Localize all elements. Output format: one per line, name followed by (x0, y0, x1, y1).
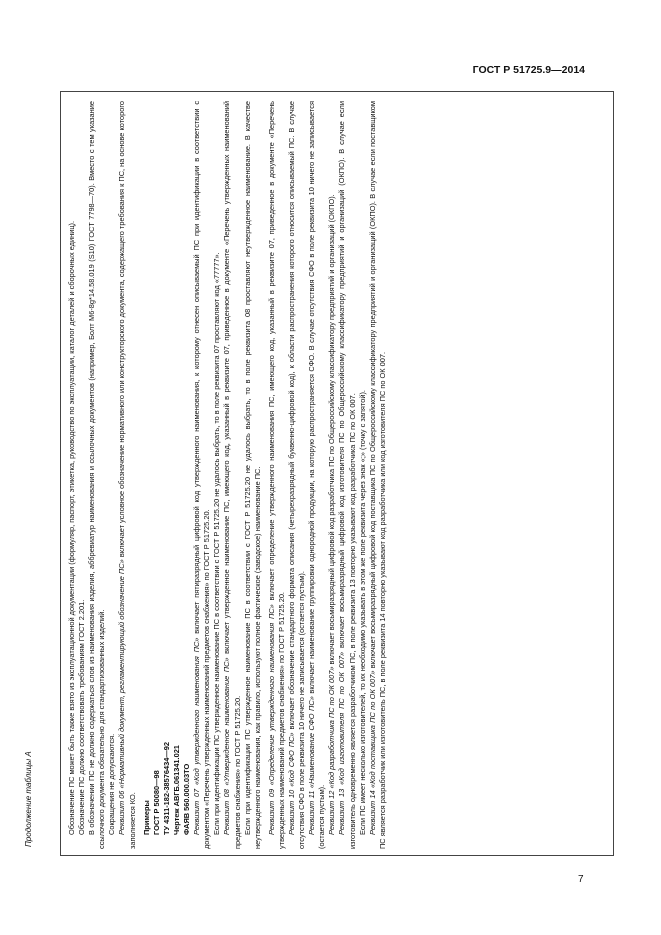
requisite-label: Реквизит 09 (266, 788, 276, 835)
requisite-name: «Код СФО ПС» (286, 732, 296, 787)
requisite-description: включает утвержденное наименование ПС, имеющего код, указанный в реквизите 07, приведенное в документе «Перечень утвержденных наименований предметов снабжения» по ГОСТ Р 51725.20. (222, 100, 242, 849)
example-item: ФАЯВ 560.000.03ТО (182, 763, 192, 835)
requisite-label: Реквизит 10 (286, 789, 296, 835)
continuation-caption: Продолжение таблицы А (24, 751, 33, 847)
paragraph: Обозначение ПС должно соответствовать требованиям ГОСТ 2.201. (77, 599, 87, 835)
requisite-name: «Код изготовителя ПС по ОК 007» (337, 651, 347, 785)
requisite-description: включает обозначение стандартного формата описания (четырехразрядный буквенно-цифровой код), к области распространения которого относится описываемый ПС. В случае отсутствия СФО в поле реквизита 10 ничего не записывается (остается пустым). (286, 101, 307, 849)
paragraph (368, 101, 388, 849)
requisite-label: Реквизит 12 (327, 790, 337, 835)
requisite-name: «Наименование СФО ПС» (307, 696, 317, 789)
rotated-content (24, 92, 615, 857)
paragraph (337, 101, 357, 849)
requisite-description: включает восьмиразрядный цифровой код разработчика ПС по Общероссийскому классификатору предприятий и организаций (ОКПО). (327, 194, 337, 665)
paragraph (267, 101, 287, 849)
example-item: ТУ 4311-182-38576434—92 (161, 742, 171, 835)
paragraph (117, 101, 137, 849)
examples-title: Примеры (141, 800, 151, 835)
table-cell-text (67, 101, 388, 849)
requisite-label: Реквизит 06 (117, 790, 127, 835)
requisite-description: включает условное обозначение нормативного или конструкторского документа, содержащего требования к ПС, на основе которого заполняется КО. (117, 100, 137, 849)
requisite-description: включает пятиразрядный цифровой код утвержденного наименования, к которому отнесен описываемый ПС при идентификации в соответствии с документом «Перечень утвержденных наименований предметов снабжения» по ГОСТ Р 51725.20. (192, 100, 212, 849)
paragraph: Сокращения не допускаются. (107, 733, 117, 835)
document-header: ГОСТ Р 51725.9—2014 (472, 64, 585, 76)
paragraph: Обозначение ПС может быть также взято из эксплуатационной документации (формуляр, паспорт, этикетка, руководство по эксплуатации, каталог деталей и сборочных единиц). (67, 220, 76, 835)
paragraph (287, 101, 307, 849)
paragraph (222, 101, 242, 849)
requisite-name: «Утвержденное наименование ПС» (222, 657, 232, 786)
requisite-description: включает восьмиразрядный цифровой код изготовителя ПС по Общероссийскому классификатору предприятий и организаций (ОКПО). В случае если изготовитель одновременно является разработчиком ПС, в поле реквизита 13 повторно указывают код разработчика ПС по ОК 007. (337, 101, 357, 849)
page-number: 7 (578, 874, 584, 885)
requisite-label: Реквизит 11 (307, 790, 317, 835)
table-continuation-frame (24, 91, 614, 856)
requisite-description: включает наименование группировки однородной продукции, на которую распространяется СФО. В случае отсутствия СФО в поле реквизита 10 ничего не записывается (остается пустым). (307, 101, 327, 849)
paragraph (192, 101, 212, 849)
requisite-label: Реквизит 13 (337, 788, 347, 835)
example-item: ГОСТ Р 50080—98 (151, 770, 161, 835)
paragraph (327, 101, 337, 849)
requisite-description: включает определение утвержденного наименования ПС, имеющего код, указанный в реквизите 07, приведенное в документе «Перечень утвержденных наименований предметов снабжения» по ГОСТ Р 51725.20. (266, 100, 286, 849)
paragraph: В обозначении ПС не должно содержаться слов из наименования изделия, аббревиатур наименования и ссылочных документов (например, Болт М6-8g*14.58.019 (S10) ГОСТ 7798—70). Вместо с тем указание ссылочного документа обязательно для стандартизованных изделий. (87, 101, 107, 849)
paragraph (307, 101, 327, 849)
requisite-name: «Код поставщика ПС по ОК 007» (367, 670, 377, 789)
requisite-name: «Нормативный документ, регламентирующий обозначение ПС» (117, 559, 127, 789)
requisite-name: «Код утвержденного наименования ПС» (192, 637, 202, 785)
requisite-name: «Определение утвержденного наименования ПС» (266, 604, 276, 786)
requisite-label: Реквизит 14 (367, 790, 377, 835)
requisite-description: включает восьмиразрядный цифровой код поставщика ПС по Общероссийскому классификатору предприятий и организаций (ОКПО). В случае если поставщиком ПС является разработчик или изготовитель ПС, в поле реквизита 14 повторно указывают код разработчика или код изготовителя ПС по ОК 007. (367, 100, 387, 849)
requisite-label: Реквизит 08 (222, 789, 232, 835)
requisite-label: Реквизит 07 (192, 788, 202, 835)
paragraph: Если при идентификации ПС утвержденное наименование ПС в соответствии с ГОСТ Р 51725.20 не удалось выбрать, то в поле реквизита 08 проставляют неутвержденное наименование. В качестве неутвержденного наименования, как правило, используют полное фактическое (заводское) наименование ПС. (242, 101, 262, 849)
example-item: Чертеж АВГБ.061341.021 (171, 745, 181, 835)
requisite-name: «Код разработчика ПС по ОК 007» (327, 666, 337, 789)
paragraph: Если при идентификации ПС утвержденное наименование ПС в соответствии с ГОСТ Р 51725.20 не удалось выбрать, то в поле реквизита 07 проставляют код «77777». (212, 252, 222, 835)
paragraph: Если ПС имеет несколько изготовителей, то их необходимо указывать в этом же поле реквизита через знак «;» (точку с запятой). (357, 390, 367, 835)
